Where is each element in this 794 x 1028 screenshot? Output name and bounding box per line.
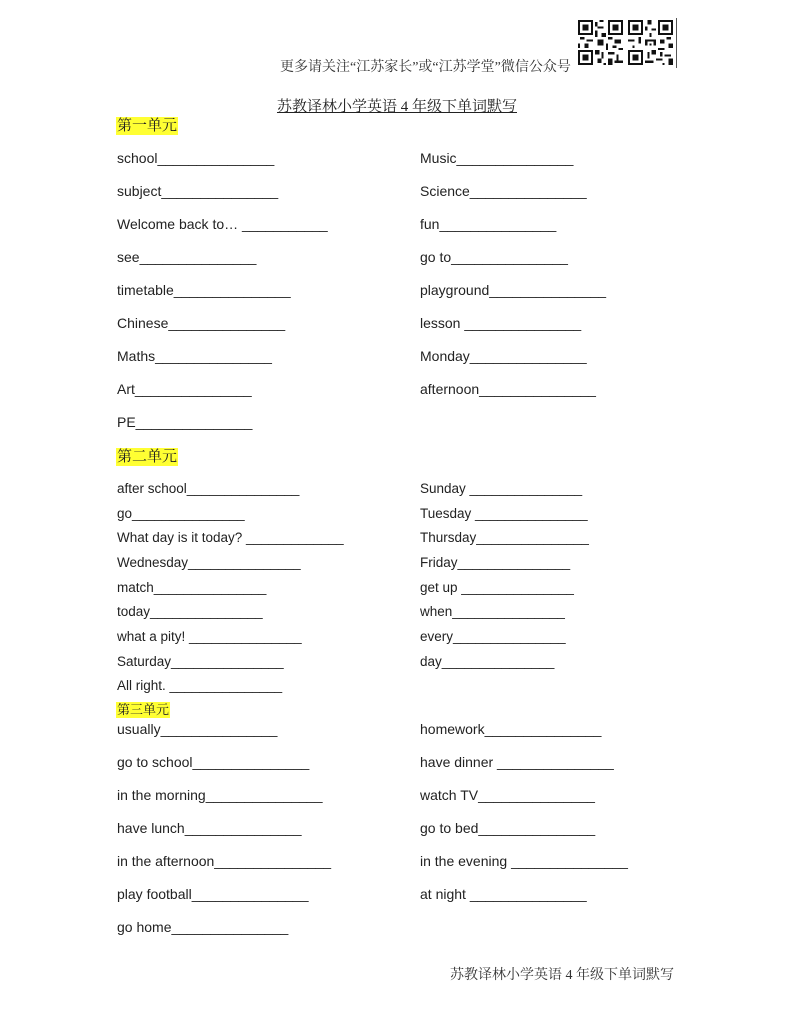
unit-3-word: have lunch_______________ xyxy=(117,820,302,836)
unit-1-word: fun_______________ xyxy=(420,216,557,232)
unit-1-word: subject_______________ xyxy=(117,183,279,199)
unit-3-word: have dinner _______________ xyxy=(420,754,614,770)
unit-1-word: Science_______________ xyxy=(420,183,587,199)
unit-1-word: Music_______________ xyxy=(420,150,574,166)
unit-3-word: watch TV_______________ xyxy=(420,787,595,803)
header-note: 更多请关注“江苏家长”或“江苏学堂”微信公众号 xyxy=(280,60,571,75)
unit-1-word: timetable_______________ xyxy=(117,282,291,298)
qr-code-icon xyxy=(628,20,673,65)
unit-2-word: when_______________ xyxy=(420,604,565,619)
unit-1-heading: 第一单元 xyxy=(117,118,178,134)
unit-1-word: playground_______________ xyxy=(420,282,607,298)
unit-1-word: go to_______________ xyxy=(420,249,568,265)
unit-2-word: Sunday _______________ xyxy=(420,481,583,496)
unit-1-word: Maths_______________ xyxy=(117,348,272,364)
unit-2-word: Thursday_______________ xyxy=(420,530,589,545)
unit-2-word: All right. _______________ xyxy=(117,678,283,693)
unit-1-word: school_______________ xyxy=(117,150,275,166)
unit-2-word: go_______________ xyxy=(117,506,245,521)
unit-3-heading: 第三单元 xyxy=(117,702,170,717)
unit-3-word: go to school_______________ xyxy=(117,754,310,770)
unit-2-word: every_______________ xyxy=(420,629,566,644)
unit-2-word: after school_______________ xyxy=(117,481,300,496)
unit-3-word: go home_______________ xyxy=(117,919,289,935)
unit-2-word: What day is it today? _____________ xyxy=(117,530,344,545)
unit-3-word: homework_______________ xyxy=(420,721,602,737)
unit-1-word: Welcome back to… ___________ xyxy=(117,216,328,232)
qr-code-icon xyxy=(578,20,623,65)
unit-3-word: go to bed_______________ xyxy=(420,820,596,836)
unit-2-word: today_______________ xyxy=(117,604,263,619)
unit-1-word: PE_______________ xyxy=(117,414,253,430)
unit-3-word: in the afternoon_______________ xyxy=(117,853,332,869)
unit-2-word: Friday_______________ xyxy=(420,555,571,570)
unit-1-word: Chinese_______________ xyxy=(117,315,286,331)
unit-2-heading: 第二单元 xyxy=(117,449,178,465)
unit-1-word: afternoon_______________ xyxy=(420,381,596,397)
unit-1-word: Monday_______________ xyxy=(420,348,587,364)
unit-3-word: in the morning_______________ xyxy=(117,787,323,803)
unit-2-word: what a pity! _______________ xyxy=(117,629,302,644)
page-footer: 苏教译林小学英语 4 年级下单词默写 xyxy=(450,968,674,983)
unit-3-word: usually_______________ xyxy=(117,721,278,737)
unit-1-word: see_______________ xyxy=(117,249,257,265)
unit-3-word: play football_______________ xyxy=(117,886,309,902)
unit-1-word: Art_______________ xyxy=(117,381,252,397)
unit-3-word: in the evening _______________ xyxy=(420,853,628,869)
unit-2-word: day_______________ xyxy=(420,654,555,669)
unit-2-word: match_______________ xyxy=(117,580,267,595)
unit-2-word: Wednesday_______________ xyxy=(117,555,301,570)
header-divider xyxy=(676,18,677,68)
unit-3-word: at night _______________ xyxy=(420,886,587,902)
unit-2-word: Saturday_______________ xyxy=(117,654,284,669)
document-title: 苏教译林小学英语 4 年级下单词默写 xyxy=(276,99,517,115)
unit-2-word: Tuesday _______________ xyxy=(420,506,588,521)
unit-2-word: get up _______________ xyxy=(420,580,574,595)
unit-1-word: lesson _______________ xyxy=(420,315,582,331)
